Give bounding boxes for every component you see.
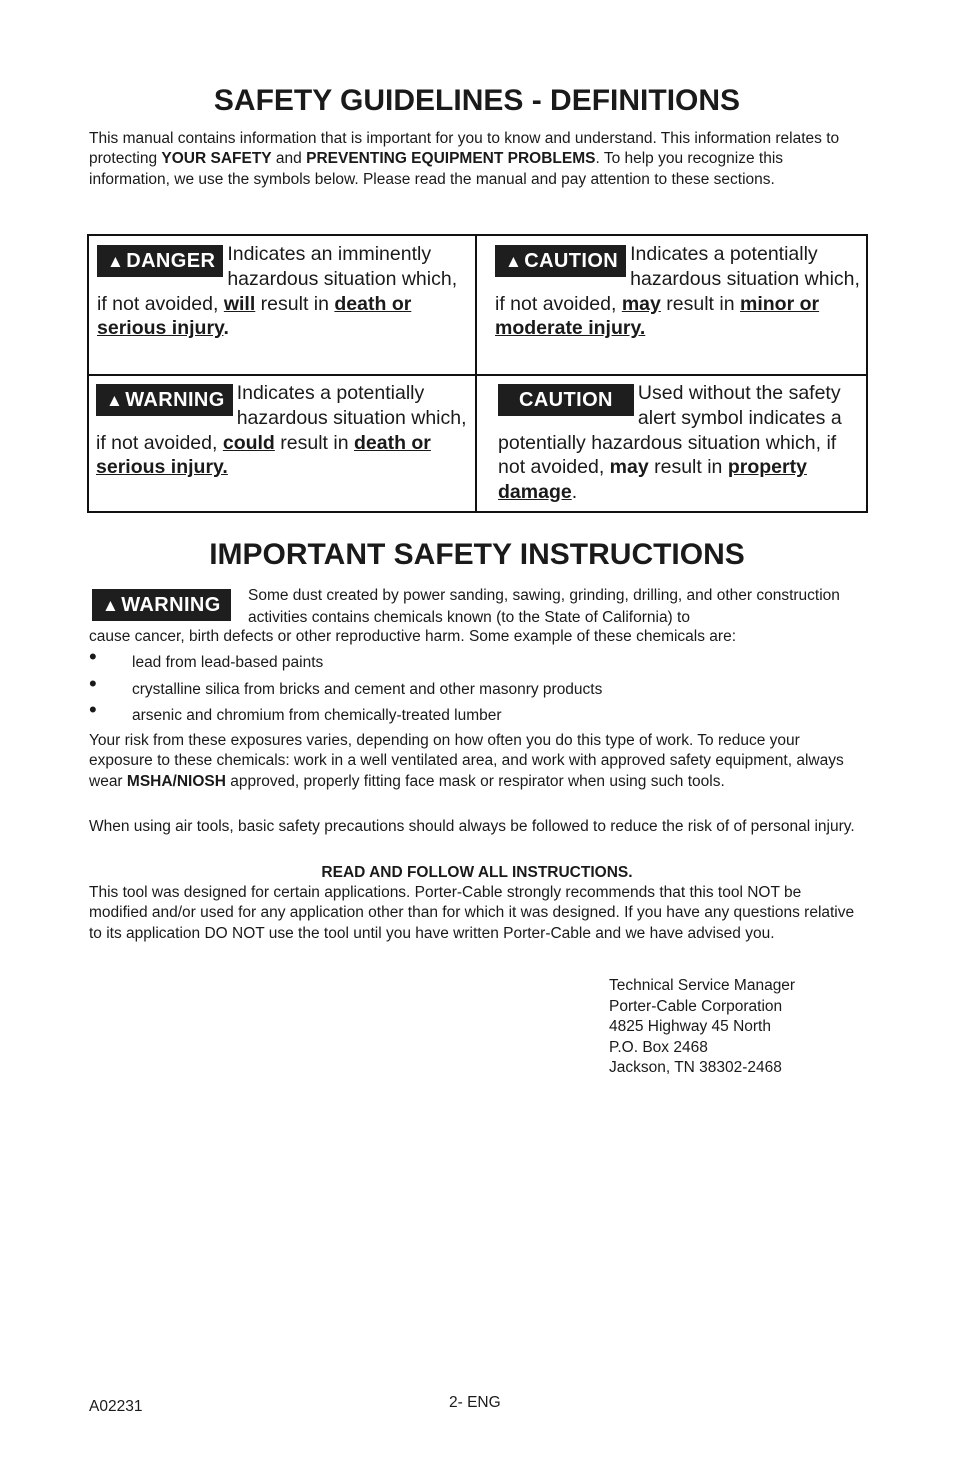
- definition-danger: [97, 242, 467, 341]
- page-title-definitions: SAFETY GUIDELINES - DEFINITIONS: [213, 84, 741, 117]
- danger-emphasis: will: [223, 292, 256, 315]
- caution-plain-text: .: [571, 481, 578, 504]
- caution-plain-badge: [498, 384, 634, 416]
- alert-triangle-icon: ▲: [505, 252, 523, 271]
- caution-plain-badge-label: CAUTION: [519, 389, 613, 411]
- caution-plain-emphasis: property damage: [498, 456, 807, 504]
- intro-paragraph: [89, 129, 859, 190]
- intro-text: and: [271, 150, 307, 168]
- warning-text: result in: [274, 431, 354, 454]
- caution-plain-text: Used without the safety alert symbol indicates a potentially hazardous situation which, if not avoided,: [498, 382, 842, 479]
- design-note-paragraph: This tool was designed for certain applications. Porter-Cable strongly recommends that this tool NOT be modified and/or used for any application other than for which it was designed. If you have any questions relative to its application DO NOT use the tool until you have written Porter-Cable and we have advised you.: [89, 884, 855, 942]
- definitions-table: [87, 234, 868, 513]
- alert-triangle-icon: ▲: [107, 252, 125, 271]
- caution-emphasis: may: [621, 292, 661, 315]
- warning-badge-prop65: [92, 589, 231, 621]
- prop65-text-line1: Some dust created by power sanding, sawing, grinding, drilling, and other construction activities contains chemicals known (to the State of California) to: [248, 587, 840, 626]
- definition-caution-plain: [498, 381, 863, 505]
- document-code: A02231: [89, 1398, 143, 1415]
- list-item-text: crystalline silica from bricks and cement and other masonry products: [132, 681, 603, 698]
- caution-plain-emphasis: may: [609, 456, 649, 479]
- definition-caution-symbol: [495, 242, 865, 341]
- contact-address: [609, 976, 795, 1079]
- caution-emphasis: minor or moderate injury.: [495, 292, 820, 340]
- caution-badge: [495, 245, 626, 277]
- danger-text: result in: [255, 292, 335, 315]
- alert-triangle-icon: ▲: [102, 596, 120, 615]
- read-follow-heading: READ AND FOLLOW ALL INSTRUCTIONS.: [321, 864, 633, 881]
- danger-text: .: [223, 317, 229, 340]
- exposure-text: approved, properly fitting face mask or respirator when using such tools.: [225, 772, 725, 790]
- address-line: 4825 Highway 45 North: [609, 1018, 771, 1035]
- warning-emphasis: could: [222, 431, 275, 454]
- warning-text: Indicates a potentially hazardous situation which, if not avoided,: [96, 382, 467, 454]
- address-line: P.O. Box 2468: [609, 1038, 708, 1056]
- address-line: Porter-Cable Corporation: [609, 997, 783, 1015]
- bullet-icon: •: [89, 644, 97, 669]
- warning-badge: [96, 384, 233, 416]
- intro-text: This manual contains information that is important for you to know and understand. This information relates to protecting: [89, 130, 840, 168]
- danger-emphasis: death or serious injury: [97, 292, 412, 340]
- intro-text: . To help you recognize this information, we use the symbols below. Please read the manual and pay attention to these sections.: [89, 150, 784, 188]
- warning-badge-label: WARNING: [121, 594, 221, 616]
- page-number: 2- ENG: [449, 1394, 501, 1411]
- exposure-paragraph: [89, 731, 861, 792]
- caution-badge-label: CAUTION: [524, 250, 619, 272]
- danger-badge: [97, 245, 223, 277]
- intro-bold-equipment-problems: PREVENTING EQUIPMENT PROBLEMS: [306, 150, 596, 168]
- exposure-bold: MSHA/NIOSH: [126, 772, 226, 790]
- danger-badge-label: DANGER: [126, 250, 216, 272]
- address-line: Jackson, TN 38302-2468: [609, 1059, 782, 1076]
- caution-plain-text: result in: [648, 456, 728, 479]
- prop65-text-line2: cause cancer, birth defects or other reproductive harm. Some example of these chemicals are:: [89, 628, 737, 645]
- list-item-text: lead from lead-based paints: [132, 654, 324, 671]
- bullet-icon: •: [89, 697, 97, 722]
- intro-bold-your-safety: YOUR SAFETY: [161, 150, 272, 168]
- alert-triangle-icon: ▲: [106, 391, 124, 410]
- air-tools-paragraph: When using air tools, basic safety precautions should always be followed to reduce the risk of of personal injury.: [89, 818, 855, 835]
- warning-badge-label: WARNING: [125, 389, 225, 411]
- caution-text: result in: [660, 292, 740, 315]
- address-line: Technical Service Manager: [609, 977, 796, 994]
- page-title-instructions: IMPORTANT SAFETY INSTRUCTIONS: [209, 538, 745, 571]
- list-item-text: arsenic and chromium from chemically-treated lumber: [132, 707, 502, 724]
- caution-text: Indicates a potentially hazardous situation which, if not avoided,: [495, 243, 860, 315]
- table-divider-horizontal: [89, 374, 866, 376]
- danger-text: Indicates an imminently hazardous situation which, if not avoided,: [97, 243, 458, 315]
- definition-warning: [96, 381, 468, 480]
- warning-emphasis: death or serious injury.: [96, 431, 431, 479]
- bullet-icon: •: [89, 671, 97, 696]
- exposure-text: Your risk from these exposures varies, depending on how often you do this type of work. To reduce your exposure to these chemicals: work in a well ventilated area, and work with approved safety equipment, always wear: [89, 732, 844, 790]
